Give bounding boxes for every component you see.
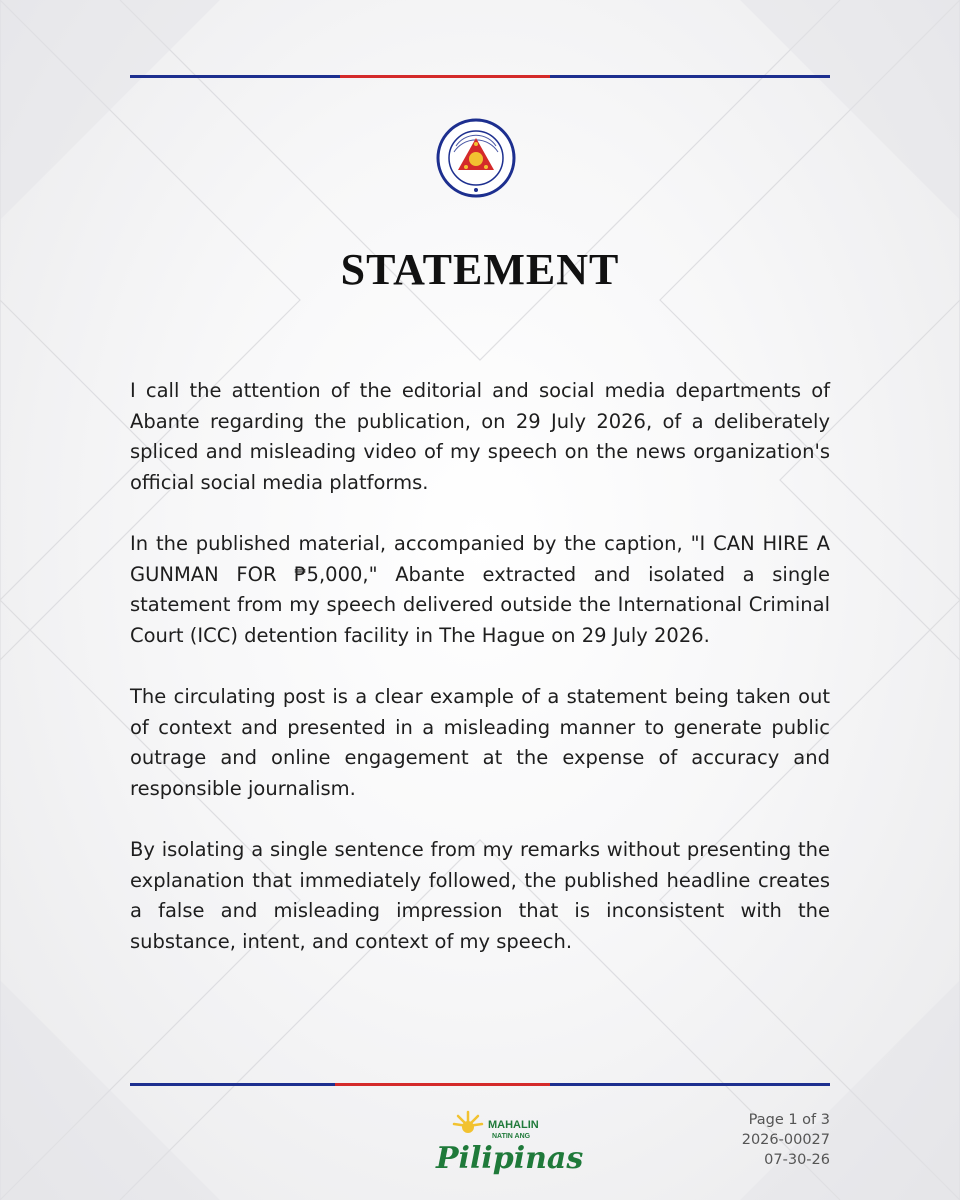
svg-text:MAHALIN: MAHALIN [488, 1119, 539, 1131]
statement-body [130, 376, 830, 988]
page-number: Page 1 of 3 [748, 1112, 830, 1128]
page-info [742, 1110, 830, 1170]
paragraph: The circulating post is a clear example of a statement being taken out of context and presented in a misleading manner to generate public outrage and online engagement at the expense of accuracy and responsible journalism. [130, 685, 830, 800]
paragraph: In the published material, accompanied by the caption, "I CAN HIRE A GUNMAN FOR ₱5,000," Abante extracted and isolated a single statement from my speech delivered outside the International Criminal Court (ICC) detention facility in The Hague on 29 July 2026. [130, 532, 830, 647]
svg-text:Pilipinas: Pilipinas [436, 1141, 584, 1176]
document-number: 2026-00027 [741, 1132, 830, 1148]
paragraph: I call the attention of the editorial and social media departments of Abante regarding the publication, on 29 July 2026, of a deliberately spliced and misleading video of my speech on the news organization's official social media platforms. [130, 379, 830, 494]
mahalin-natin-ang-pilipinas-logo [428, 1108, 584, 1178]
government-seal-icon [436, 118, 516, 198]
document-date: 07-30-26 [764, 1152, 830, 1168]
page-title: STATEMENT [340, 245, 620, 294]
svg-text:NATIN ANG: NATIN ANG [492, 1133, 531, 1140]
paragraph: By isolating a single sentence from my remarks without presenting the explanation that immediately followed, the published headline creates a false and misleading impression that is inconsistent with the substance, intent, and context of my speech. [130, 838, 830, 953]
top-divider [130, 75, 830, 78]
bottom-divider [130, 1083, 830, 1086]
